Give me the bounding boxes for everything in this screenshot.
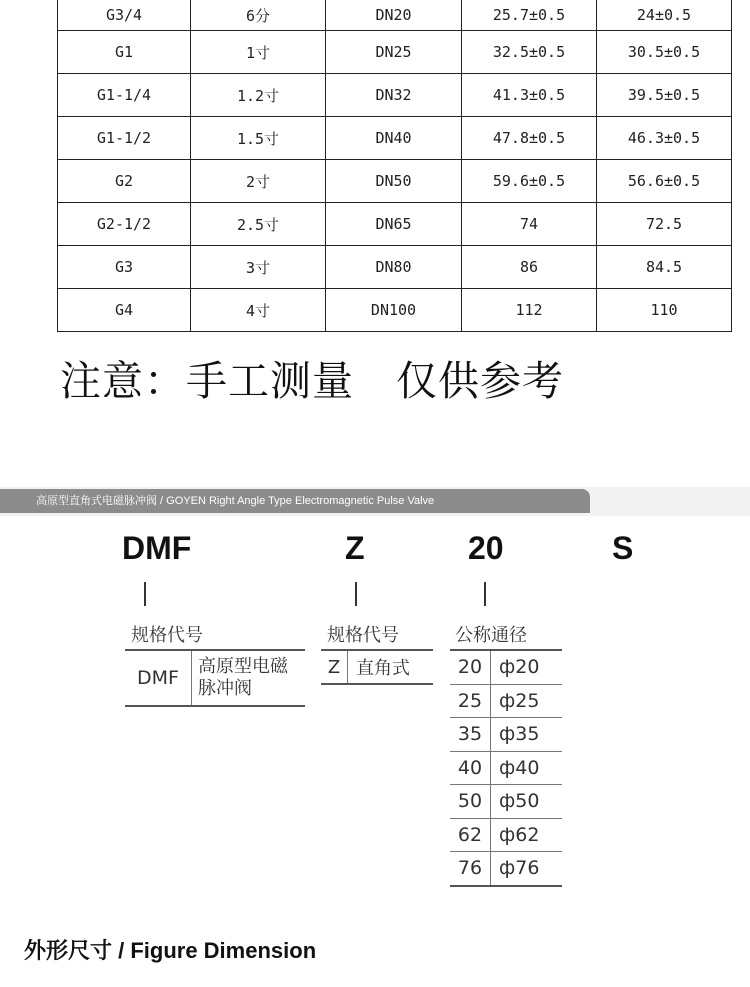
catalog-title: 高原型直角式电磁脉冲阀 / GOYEN Right Angle Type Electromagnetic Pulse Valve [0, 489, 590, 513]
spec-z-table [321, 649, 433, 685]
nominal-dn: DN25 [326, 31, 462, 74]
model-code-20: 20 [468, 530, 504, 566]
dn-diameter: ф25 [491, 684, 563, 718]
thread-size: G3 [58, 246, 191, 289]
outer-diameter: 74 [462, 203, 597, 246]
outer-diameter: 32.5±0.5 [462, 31, 597, 74]
outer-diameter: 86 [462, 246, 597, 289]
dn-code: 40 [450, 751, 491, 785]
dn-code: 62 [450, 818, 491, 852]
thread-size: G3/4 [58, 0, 191, 31]
spec-heading: 规格代号 [327, 625, 399, 646]
inner-diameter: 30.5±0.5 [597, 31, 732, 74]
thread-size: G4 [58, 289, 191, 332]
inch-size: 2.5寸 [191, 203, 326, 246]
dn-code: 76 [450, 852, 491, 886]
outer-diameter: 59.6±0.5 [462, 160, 597, 203]
inner-diameter: 46.3±0.5 [597, 117, 732, 160]
table-row [58, 74, 732, 117]
inch-size: 4寸 [191, 289, 326, 332]
model-code-dmf: DMF [122, 530, 192, 566]
inch-size: 1.5寸 [191, 117, 326, 160]
thread-size: G2-1/2 [58, 203, 191, 246]
dn-code: 50 [450, 785, 491, 819]
spec-key: DMF [125, 650, 192, 706]
table-row [450, 650, 562, 684]
thread-size: G1-1/2 [58, 117, 191, 160]
dn-diameter: ф40 [491, 751, 563, 785]
table-row [450, 785, 562, 819]
nominal-dn: DN40 [326, 117, 462, 160]
inch-size: 6分 [191, 0, 326, 31]
outer-diameter: 47.8±0.5 [462, 117, 597, 160]
inch-size: 1寸 [191, 31, 326, 74]
nominal-diameter-table [450, 649, 562, 887]
table-row [58, 246, 732, 289]
dn-diameter: ф50 [491, 785, 563, 819]
table-row [58, 289, 732, 332]
dn-diameter: ф20 [491, 650, 563, 684]
inch-size: 1.2寸 [191, 74, 326, 117]
inner-diameter: 39.5±0.5 [597, 74, 732, 117]
table-row [450, 751, 562, 785]
table-row [58, 31, 732, 74]
thread-size: G1 [58, 31, 191, 74]
table-row [58, 203, 732, 246]
nominal-dn: DN100 [326, 289, 462, 332]
dn-diameter: ф62 [491, 818, 563, 852]
nominal-dn: DN32 [326, 74, 462, 117]
inner-diameter: 84.5 [597, 246, 732, 289]
size-table [57, 0, 732, 332]
measurement-note: 注意：手工测量 仅供参考 [60, 357, 564, 405]
dn-diameter: ф35 [491, 718, 563, 752]
table-row [450, 718, 562, 752]
thread-size: G2 [58, 160, 191, 203]
inch-size: 2寸 [191, 160, 326, 203]
spec-heading: 规格代号 [131, 625, 203, 646]
code-divider [355, 582, 357, 606]
dn-code: 25 [450, 684, 491, 718]
table-row [58, 0, 732, 31]
table-row [450, 684, 562, 718]
spec-value-line: 脉冲阀 [198, 678, 252, 699]
nominal-dn: DN65 [326, 203, 462, 246]
nominal-dn: DN20 [326, 0, 462, 31]
table-row [450, 852, 562, 886]
table-row [58, 160, 732, 203]
nominal-dn: DN80 [326, 246, 462, 289]
nominal-dn: DN50 [326, 160, 462, 203]
model-code-s: S [612, 530, 634, 566]
code-divider [484, 582, 486, 606]
spec-key: Z [321, 650, 348, 684]
inner-diameter: 72.5 [597, 203, 732, 246]
dn-diameter: ф76 [499, 857, 540, 880]
model-code-z: Z [345, 530, 365, 566]
nominal-diameter-heading: 公称通径 [455, 625, 527, 646]
code-divider [144, 582, 146, 606]
inner-diameter: 56.6±0.5 [597, 160, 732, 203]
outer-diameter: 25.7±0.5 [462, 0, 597, 31]
inner-diameter: 24±0.5 [597, 0, 732, 31]
table-row [450, 818, 562, 852]
dn-code: 35 [450, 718, 491, 752]
outer-diameter: 112 [462, 289, 597, 332]
spec-value-line: 高原型电磁 [198, 656, 288, 677]
inner-diameter: 110 [597, 289, 732, 332]
dn-code: 20 [450, 650, 491, 684]
spec-value [192, 650, 306, 706]
table-row [58, 117, 732, 160]
thread-size: G1-1/4 [58, 74, 191, 117]
spec-dmf-table [125, 649, 305, 707]
outer-diameter: 41.3±0.5 [462, 74, 597, 117]
inch-size: 3寸 [191, 246, 326, 289]
figure-dimension-heading: 外形尺寸 / Figure Dimension [24, 938, 317, 963]
spec-value: 直角式 [356, 658, 410, 679]
